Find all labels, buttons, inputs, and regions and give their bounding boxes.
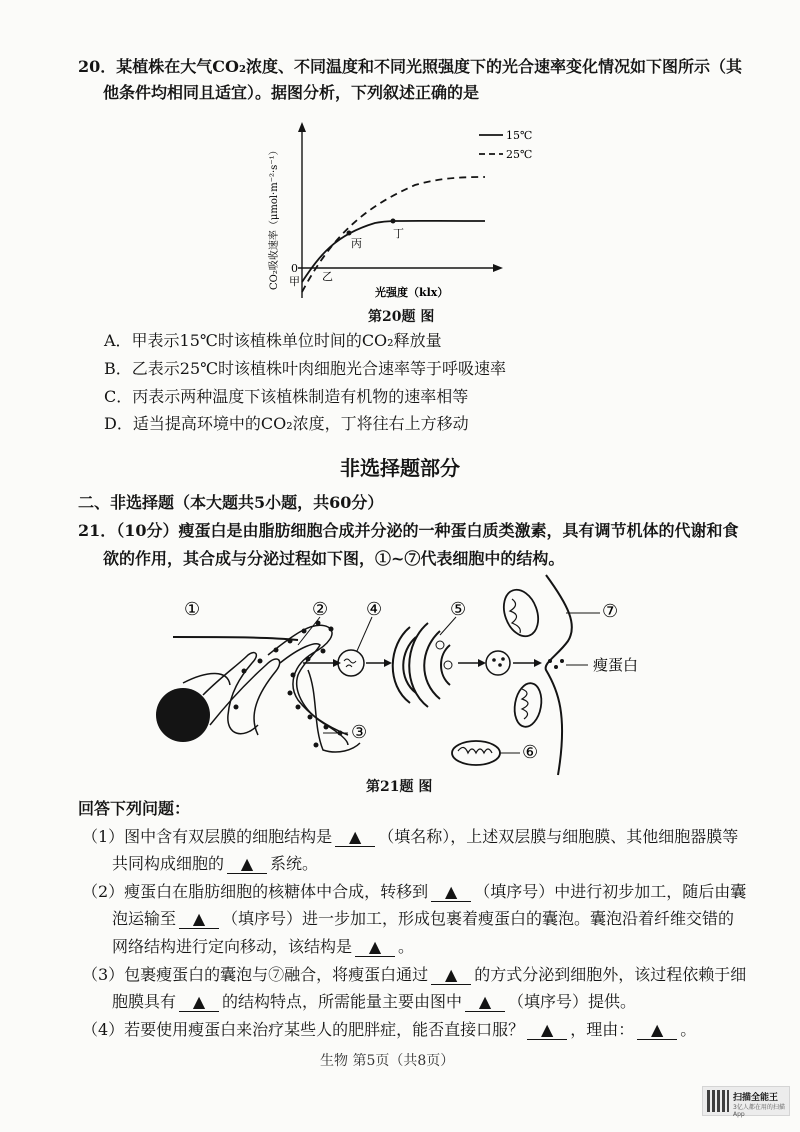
q20-option-b: B．乙表示25℃时该植株叶肉细胞光合速率等于呼吸速率 <box>104 359 507 378</box>
label-3: ③ <box>351 722 368 743</box>
sub3-blank-3[interactable]: ▲ <box>465 993 505 1012</box>
ribosomes <box>234 621 343 748</box>
legend-15c: 15℃ <box>506 129 533 142</box>
sub4-blank-2[interactable]: ▲ <box>637 1021 677 1040</box>
point-bing: 丙 <box>351 237 362 250</box>
sub2-text-e: 网络结构进行定向移动，该结构是 <box>112 937 353 956</box>
label-1: ① <box>184 599 201 620</box>
sub1-text-c: 共同构成细胞的 <box>112 854 225 873</box>
leader-4 <box>357 617 372 651</box>
q20-stem-line1: 20．某植株在大气CO₂浓度、不同温度和不同光照强度下的光合速率变化情况如下图所示（其 <box>78 57 742 76</box>
sub2-blank-3[interactable]: ▲ <box>355 938 395 957</box>
q21-stem-line1: 21．（10分）瘦蛋白是由脂肪细胞合成并分泌的一种蛋白质类激素，具有调节机体的代谢和食 <box>78 521 739 540</box>
er-strand-a <box>203 653 258 734</box>
point-ding-dot <box>391 219 396 224</box>
golgi-vesicle-a <box>436 641 444 649</box>
answer-intro: 回答下列问题： <box>78 799 191 818</box>
q20-option-a: A．甲表示15℃时该植株单位时间的CO₂释放量 <box>104 331 442 350</box>
q21-sub2-line1 <box>82 881 746 903</box>
q20-option-c: C．丙表示两种温度下该植株制造有机物的速率相等 <box>104 387 469 406</box>
arrowhead-2 <box>384 659 392 667</box>
qr-code-icon <box>707 1090 729 1112</box>
q21-sub1-line2 <box>112 853 318 875</box>
photosynthesis-chart <box>265 120 533 315</box>
secretory-vesicle-content <box>492 657 505 667</box>
q20-option-d: D．适当提高环境中的CO₂浓度，丁将往右上方移动 <box>104 414 469 433</box>
vesicle-4-content <box>344 659 356 667</box>
vesicle-4 <box>338 650 364 676</box>
golgi <box>393 623 450 707</box>
sub3-blank-1[interactable]: ▲ <box>431 966 471 985</box>
sub3-text-b: 的方式分泌到细胞外，该过程依赖于细 <box>474 965 747 984</box>
sub1-blank-1[interactable]: ▲ <box>335 828 375 847</box>
mitochondrion-6 <box>452 741 500 765</box>
sub4-blank-1[interactable]: ▲ <box>527 1021 567 1040</box>
arrowhead-3 <box>478 659 486 667</box>
cell-membrane-right <box>546 575 572 775</box>
q21-sub2-line2 <box>112 908 734 930</box>
mitochondrion-top <box>498 585 544 641</box>
sub2-blank-1[interactable]: ▲ <box>431 883 471 902</box>
y-axis-arrow <box>298 122 306 132</box>
sub2-blank-2[interactable]: ▲ <box>179 910 219 929</box>
q21-sub3-line2 <box>112 991 636 1013</box>
logo-subtitle: 3亿人都在用的扫描App <box>733 1104 785 1118</box>
point-jia: 甲 <box>289 275 300 288</box>
sub3-text-c: 胞膜具有 <box>112 992 177 1011</box>
arrowhead-1 <box>333 659 341 667</box>
arrowhead-4 <box>534 659 542 667</box>
sub2-text-b: （填序号）中进行初步加工，随后由囊 <box>474 882 747 901</box>
nuclear-envelope <box>183 673 230 685</box>
label-2: ② <box>312 599 329 620</box>
sub4-text-a: （4）若要使用瘦蛋白来治疗某些人的肥胖症，能否直接口服？ <box>82 1020 525 1039</box>
q21-sub3-line1 <box>82 964 746 986</box>
label-7: ⑦ <box>602 601 619 622</box>
section-title: 非选择题部分 <box>340 456 460 480</box>
x-axis-label: 光强度（klx） <box>375 286 449 299</box>
part2-header: 二、非选择题（本大题共5小题，共60分） <box>78 493 384 512</box>
sub3-text-a: （3）包裹瘦蛋白的囊泡与⑦融合，将瘦蛋白通过 <box>82 965 429 984</box>
sub3-text-e: （填序号）提供。 <box>508 992 637 1011</box>
sub4-text-b: ，理由： <box>570 1020 635 1039</box>
sub1-text-d: 系统。 <box>270 854 319 873</box>
scanner-logo <box>702 1086 790 1116</box>
rough-er <box>268 625 348 735</box>
leptin-label: 瘦蛋白 <box>593 656 639 674</box>
sub1-text-a: （1）图中含有双层膜的细胞结构是 <box>82 827 333 846</box>
sub4-text-c: 。 <box>680 1020 697 1039</box>
logo-title: 扫描全能王 <box>733 1093 779 1103</box>
leptin-particles <box>548 659 564 669</box>
y-axis-label: CO₂吸收速率（μmol·m⁻²·s⁻¹） <box>269 145 280 290</box>
point-bing-dot <box>347 231 352 236</box>
sub3-blank-2[interactable]: ▲ <box>179 993 219 1012</box>
sub1-blank-2[interactable]: ▲ <box>227 855 267 874</box>
sub2-text-c: 泡运输至 <box>112 909 177 928</box>
legend-25c: 25℃ <box>506 148 533 161</box>
secretory-vesicle <box>486 651 510 675</box>
q20-stem-line2: 他条件均相同且适宜）。据图分析，下列叙述正确的是 <box>103 83 480 102</box>
label-6: ⑥ <box>522 742 539 763</box>
origin-zero: 0 <box>291 262 298 275</box>
sub2-text-f: 。 <box>398 937 415 956</box>
label-5: ⑤ <box>450 599 467 620</box>
point-ding: 丁 <box>393 227 404 240</box>
nucleus <box>156 688 210 742</box>
q21-figure-caption: 第21题 图 <box>366 779 433 795</box>
sub2-text-d: （填序号）进一步加工，形成包裹着瘦蛋白的囊泡。囊泡沿着纤维交错的 <box>222 909 735 928</box>
q21-sub2-line3 <box>112 936 414 958</box>
cell-membrane <box>173 637 298 640</box>
sub3-text-d: 的结构特点，所需能量主要由图中 <box>222 992 463 1011</box>
q21-sub4-line1 <box>82 1019 696 1041</box>
x-axis-arrow <box>493 264 503 272</box>
q21-sub1-line1 <box>82 826 738 848</box>
label-4: ④ <box>366 599 383 620</box>
page-footer: 生物 第5页（共8页） <box>320 1053 455 1069</box>
q21-stem-line2: 欲的作用，其合成与分泌过程如下图，①~⑦代表细胞中的结构。 <box>103 549 565 568</box>
mitochondrion-right <box>511 681 544 729</box>
cell-secretion-diagram <box>148 575 668 775</box>
sub1-text-b: （填名称），上述双层膜与细胞膜、其他细胞器膜等 <box>378 827 739 846</box>
sub2-text-a: （2）瘦蛋白在脂肪细胞的核糖体中合成，转移到 <box>82 882 429 901</box>
q20-figure-caption: 第20题 图 <box>368 309 435 325</box>
leader-5 <box>440 617 456 635</box>
golgi-vesicle-b <box>444 661 452 669</box>
point-yi: 乙 <box>322 270 333 283</box>
